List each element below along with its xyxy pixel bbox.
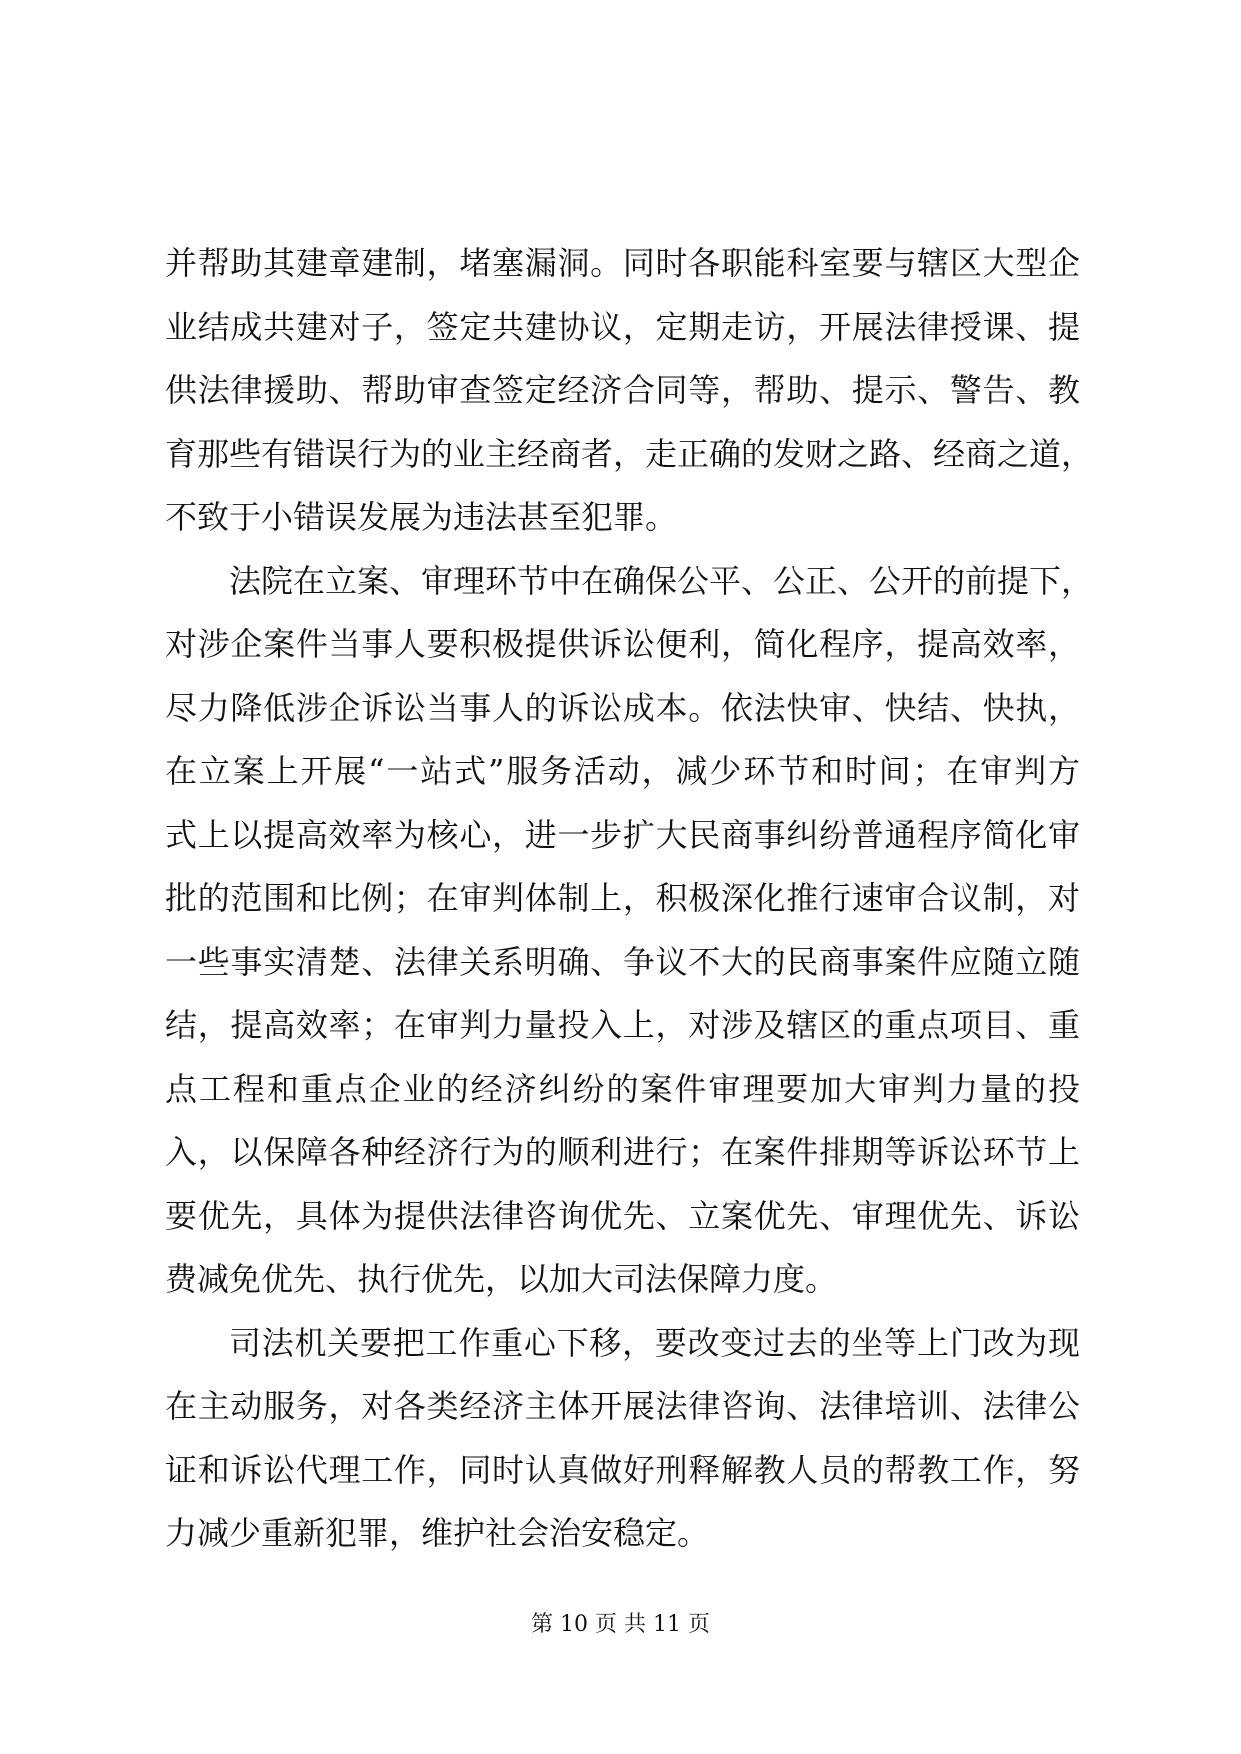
page-number-footer: 第 10 页 共 11 页 xyxy=(531,1612,710,1637)
paragraph-2-line-11: 要优先，具体为提供法律咨询优先、立案优先、审理优先、诉讼 xyxy=(165,1196,1080,1235)
paragraph-2-line-3: 尽力降低涉企诉讼当事人的诉讼成本。依法快审、快结、快执， xyxy=(165,688,1080,727)
paragraph-1-line-5: 不致于小错误发展为违法甚至犯罪。 xyxy=(165,498,678,536)
paragraph-2-line-10: 入，以保障各种经济行为的顺利进行；在案件排期等诉讼环节上 xyxy=(165,1133,1080,1171)
paragraph-3-line-4: 力减少重新犯罪，维护社会治安稳定。 xyxy=(165,1514,710,1552)
paragraph-1-line-1: 并帮助其建章建制，堵塞漏洞。同时各职能科室要与辖区大型企 xyxy=(165,244,1080,282)
paragraph-2-line-5: 式上以提高效率为核心，进一步扩大民商事纠纷普通程序简化审 xyxy=(165,815,1080,854)
document-body xyxy=(165,232,1094,1566)
paragraph-2-line-7: 一些事实清楚、法律关系明确、争议不大的民商事案件应随立随 xyxy=(165,942,1080,981)
paragraph-1-line-2: 业结成共建对子，签定共建协议，定期走访，开展法律授课、提 xyxy=(165,307,1080,346)
paragraph-2-line-4: 在立案上开展“一站式”服务活动，减少环节和时间；在审判方 xyxy=(165,752,1080,790)
paragraph-2-line-2: 对涉企案件当事人要积极提供诉讼便利，简化程序，提高效率， xyxy=(165,625,1080,663)
paragraph-3-line-3: 证和诉讼代理工作，同时认真做好刑释解教人员的帮教工作，努 xyxy=(165,1450,1080,1489)
paragraph-3-line-1: 司法机关要把工作重心下移，要改变过去的坐等上门改为现 xyxy=(229,1323,1080,1362)
paragraph-2-line-1: 法院在立案、审理环节中在确保公平、公正、公开的前提下， xyxy=(229,561,1094,600)
paragraph-1-line-3: 供法律援助、帮助审查签定经济合同等，帮助、提示、警告、教 xyxy=(165,371,1080,409)
paragraph-2-line-9: 点工程和重点企业的经济纠纷的案件审理要加大审判力量的投 xyxy=(165,1069,1080,1108)
paragraph-3-line-2: 在主动服务，对各类经济主体开展法律咨询、法律培训、法律公 xyxy=(165,1387,1080,1425)
paragraph-1-line-4: 育那些有错误行为的业主经商者，走正确的发财之路、经商之道， xyxy=(165,434,1094,473)
paragraph-2-line-8: 结，提高效率；在审判力量投入上，对涉及辖区的重点项目、重 xyxy=(165,1006,1080,1044)
paragraph-2-line-6: 批的范围和比例；在审判体制上，积极深化推行速审合议制，对 xyxy=(165,879,1080,917)
paragraph-2-line-12: 费减免优先、执行优先，以加大司法保障力度。 xyxy=(165,1260,838,1298)
